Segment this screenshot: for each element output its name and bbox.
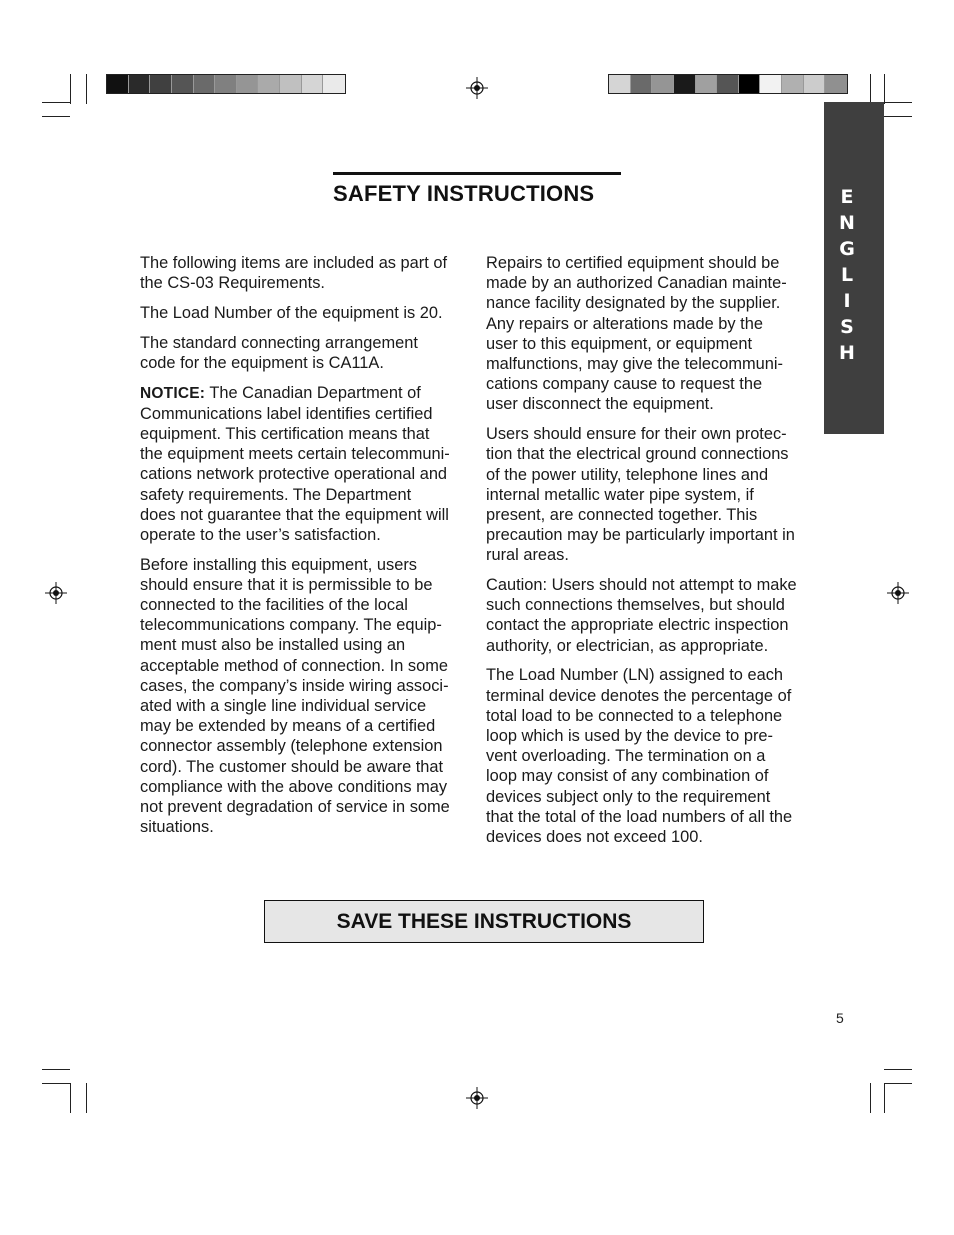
text-line: loop may consist of any combination of [486, 767, 769, 786]
side-tab-letter: H [839, 342, 855, 364]
side-tab-letter: I [843, 290, 851, 312]
color-swatch [107, 75, 129, 93]
text-line: made by an authorized Canadian mainte- [486, 274, 787, 293]
text-line: does not guarantee that the equipment will [140, 505, 449, 524]
color-swatch [609, 75, 631, 93]
text-line: tion that the electrical ground connections [486, 445, 789, 464]
text-line: cations company cause to request the [486, 375, 763, 394]
color-swatch [237, 75, 259, 93]
paragraph [140, 303, 470, 323]
text-line: should ensure that it is permissible to be [140, 575, 433, 594]
text-line: Users should ensure for their own protec- [486, 425, 787, 444]
text-line: nance facility designated by the supplier. [486, 294, 781, 313]
text-line: total load to be connected to a telephone [486, 706, 783, 725]
page-number: 5 [836, 1010, 844, 1026]
text-line: equipment. This certification means that [140, 424, 430, 443]
text-line: loop which is used by the device to pre- [486, 726, 773, 745]
side-tab-letter: L [840, 264, 854, 286]
text-line: not prevent degradation of service in some [140, 798, 450, 817]
paragraph [486, 665, 818, 847]
text-line: connector assembly (telephone extension [140, 737, 443, 756]
text-line: precaution may be particularly important in [486, 526, 795, 545]
text-line: user disconnect the equipment. [486, 395, 714, 414]
text-line: operate to the user’s satisfaction. [140, 525, 381, 544]
text-line: telecommunications company. The equip- [140, 616, 442, 635]
side-tab-letter: E [840, 186, 854, 208]
color-swatch [302, 75, 324, 93]
color-swatch [674, 75, 696, 93]
side-tab-letter: G [839, 238, 855, 260]
notice-text: The Canadian Department of [205, 383, 421, 402]
color-swatch [323, 75, 345, 93]
text-line: such connections themselves, but should [486, 596, 785, 615]
text-line: devices does not exceed 100. [486, 827, 703, 846]
paragraph [486, 575, 818, 656]
color-swatch [825, 75, 847, 93]
color-bar-right [608, 74, 848, 94]
save-instructions-label: SAVE THESE INSTRUCTIONS [336, 909, 632, 933]
text-line: The Load Number (LN) assigned to each [486, 666, 784, 685]
notice-label: NOTICE: [140, 384, 206, 402]
side-tab-letter: N [839, 212, 855, 234]
color-swatch [129, 75, 151, 93]
text-line: acceptable method of connection. In some [140, 656, 448, 675]
color-swatch [717, 75, 739, 93]
save-instructions-box [264, 900, 704, 943]
text-line: cord). The customer should be aware that [140, 757, 444, 776]
registration-mark-icon [45, 582, 67, 604]
text-line: vent overloading. The termination on a [486, 747, 766, 766]
color-swatch [258, 75, 280, 93]
text-line: Any repairs or alterations made by the [486, 314, 763, 333]
page-title: SAFETY INSTRUCTIONS [333, 172, 621, 207]
text-line: present, are connected together. This [486, 505, 758, 524]
text-line: ated with a single line individual service [140, 697, 427, 716]
color-swatch [760, 75, 782, 93]
text-line: that the total of the load numbers of all the [486, 807, 793, 826]
color-swatch [280, 75, 302, 93]
text-line: terminal device denotes the percentage of [486, 686, 792, 705]
text-line: devices subject only to the requirement [486, 787, 771, 806]
color-swatch [194, 75, 216, 93]
color-bar-left [106, 74, 346, 94]
text-line: cations network protective operational and [140, 465, 448, 484]
registration-mark-icon [466, 1087, 488, 1109]
registration-mark-icon [466, 77, 488, 99]
paragraph [486, 253, 818, 415]
text-line: user to this equipment, or equipment [486, 334, 753, 353]
color-swatch [172, 75, 194, 93]
color-swatch [804, 75, 826, 93]
text-line: situations. [140, 818, 214, 837]
language-side-tab [824, 102, 884, 434]
notice-paragraph [140, 383, 470, 546]
text-line: rural areas. [486, 546, 569, 565]
text-line: Communications label identifies certified [140, 404, 433, 423]
color-swatch [782, 75, 804, 93]
text-line: The standard connecting arrangement [140, 333, 418, 352]
text-line: Repairs to certified equipment should be [486, 254, 780, 272]
text-line: authority, or electrician, as appropriate. [486, 636, 769, 655]
color-swatch [631, 75, 653, 93]
language-label [824, 184, 870, 366]
paragraph [140, 555, 470, 838]
text-line: The following items are included as part of [140, 254, 448, 272]
text-line: of the power utility, telephone lines and [486, 465, 769, 484]
color-swatch [652, 75, 674, 93]
text-line: code for the equipment is CA11A. [140, 353, 384, 372]
text-line: ment must also be installed using an [140, 636, 406, 655]
text-line: contact the appropriate electric inspection [486, 616, 789, 635]
left-column [140, 253, 470, 847]
side-tab-letter: S [840, 316, 854, 338]
text-line: Before installing this equipment, users [140, 555, 417, 574]
text-line: safety requirements. The Department [140, 485, 412, 504]
color-swatch [739, 75, 761, 93]
text-line: connected to the facilities of the local [140, 596, 408, 615]
paragraph [486, 424, 818, 565]
registration-mark-icon [887, 582, 909, 604]
text-line: may be extended by means of a certified [140, 717, 436, 736]
color-swatch [696, 75, 718, 93]
text-line: Caution: Users should not attempt to make [486, 576, 797, 595]
text-line: compliance with the above conditions may [140, 777, 448, 796]
text-line: cases, the company’s inside wiring associ- [140, 676, 449, 695]
color-swatch [150, 75, 172, 93]
text-line: internal metallic water pipe system, if [486, 485, 754, 504]
text-line: malfunctions, may give the telecommuni- [486, 355, 783, 374]
paragraph [140, 333, 470, 373]
text-line: The Load Number of the equipment is 20. [140, 303, 443, 322]
text-line: the CS-03 Requirements. [140, 274, 325, 293]
color-swatch [215, 75, 237, 93]
right-column [486, 253, 818, 857]
text-line: the equipment meets certain telecommuni- [140, 445, 450, 464]
paragraph [140, 253, 470, 293]
